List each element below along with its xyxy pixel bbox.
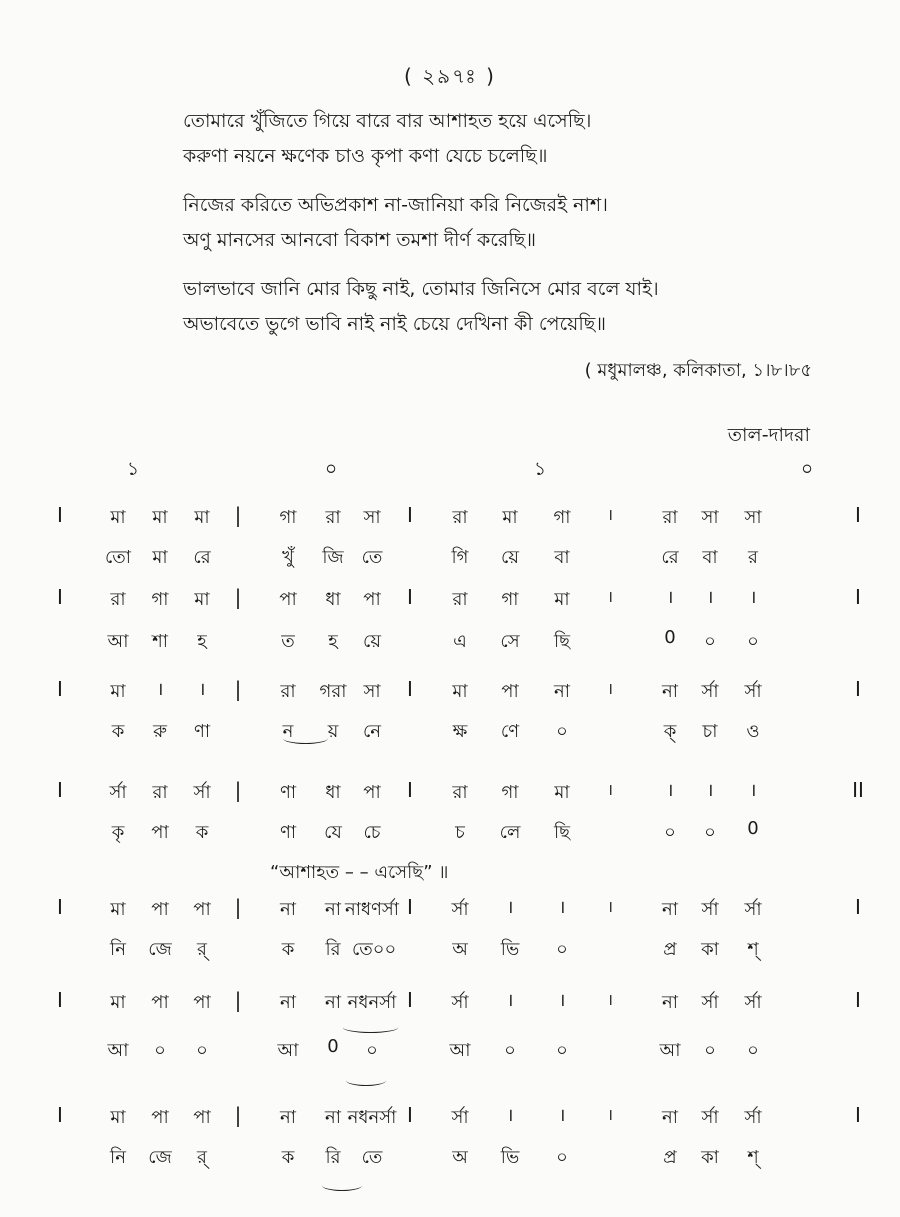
beat-divider: I bbox=[407, 585, 413, 609]
swara-note: র্সা bbox=[744, 899, 762, 920]
poem-line: অণু মানসের আনবো বিকাশ তমশা দীর্ণ করেছি॥ bbox=[183, 229, 537, 251]
swara-note: র্সা bbox=[744, 681, 762, 702]
swara-note: না bbox=[280, 992, 296, 1013]
lyric-syllable: ০ bbox=[704, 631, 716, 652]
lyric-syllable: ক bbox=[281, 939, 295, 960]
lyric-syllable: ০ bbox=[154, 1040, 166, 1061]
swara-note: রা bbox=[452, 589, 468, 610]
lyric-syllable: তো bbox=[104, 547, 132, 568]
tala-label: তাল-দাদরা bbox=[727, 424, 810, 446]
slur-mark bbox=[283, 733, 328, 744]
swara-note: না bbox=[662, 992, 678, 1013]
swara-note: । bbox=[558, 897, 566, 918]
swara-note: সা bbox=[701, 507, 719, 528]
lyric-syllable: শ্ bbox=[747, 939, 759, 960]
swara-note: গা bbox=[553, 507, 571, 528]
lyric-syllable: অ bbox=[452, 939, 468, 960]
swara-note: না bbox=[325, 1107, 341, 1128]
lyric-syllable: ০ bbox=[366, 1040, 378, 1061]
poem-line: অভাবেতে ভুগে ভাবি নাই নাই চেয়ে দেখিনা কী পেয়েছি॥ bbox=[183, 313, 607, 335]
swara-note: র্সা bbox=[451, 992, 469, 1013]
lyric-syllable: চা bbox=[702, 721, 718, 742]
beat-divider: I bbox=[407, 778, 413, 802]
swara-note: র্সা bbox=[193, 782, 211, 803]
swara-note: না bbox=[325, 992, 341, 1013]
lyric-syllable: ০ bbox=[704, 822, 716, 843]
lyric-syllable: ০ bbox=[556, 721, 568, 742]
swara-note: র্সা bbox=[701, 681, 719, 702]
lyric-syllable: ণে bbox=[500, 721, 520, 742]
lyric-syllable: তে bbox=[361, 547, 383, 568]
beat-divider: | bbox=[234, 1103, 242, 1127]
lyric-syllable: নি bbox=[110, 1147, 126, 1168]
lyric-syllable: জে bbox=[148, 939, 172, 960]
swara-note: মা bbox=[110, 507, 126, 528]
swara-note: মা bbox=[152, 507, 168, 528]
swara-note: গা bbox=[501, 782, 519, 803]
lyric-syllable: ভি bbox=[500, 939, 520, 960]
beat-divider: I bbox=[407, 503, 413, 527]
refrain-line: “আশাহত – – এসেছি” ॥ bbox=[270, 862, 449, 883]
swara-note: । bbox=[749, 587, 757, 608]
swara-note: ধা bbox=[325, 589, 341, 610]
end-barline: I bbox=[855, 585, 861, 609]
swara-note: না bbox=[554, 681, 570, 702]
slur-mark bbox=[322, 1180, 362, 1191]
lyric-syllable: অ bbox=[452, 1147, 468, 1168]
beat-divider: | bbox=[234, 778, 242, 802]
swara-note: রা bbox=[280, 681, 296, 702]
lyric-syllable: ০ bbox=[556, 939, 568, 960]
lyric-syllable: র্ bbox=[197, 1147, 207, 1168]
swara-note: পা bbox=[151, 1107, 169, 1128]
swara-note: মা bbox=[110, 899, 126, 920]
swara-note: পা bbox=[151, 992, 169, 1013]
swara-note: না bbox=[662, 899, 678, 920]
swara-note: গা bbox=[151, 589, 169, 610]
swara-note: না bbox=[662, 681, 678, 702]
lyric-syllable: নি bbox=[110, 939, 126, 960]
swara-note: র্সা bbox=[451, 1107, 469, 1128]
swara-note: র্সা bbox=[701, 1107, 719, 1128]
swara-note: মা bbox=[194, 589, 210, 610]
swara-note: সা bbox=[744, 507, 762, 528]
swara-note: । bbox=[506, 990, 514, 1011]
lyric-syllable: জি bbox=[322, 547, 344, 568]
lyric-syllable: ০ bbox=[704, 1040, 716, 1061]
swara-note: । bbox=[156, 679, 164, 700]
lyric-syllable: কা bbox=[701, 1147, 719, 1168]
swara-note: মা bbox=[110, 681, 126, 702]
swara-note: পা bbox=[151, 899, 169, 920]
lyric-syllable: নে bbox=[362, 721, 382, 742]
lyric-syllable: র bbox=[748, 547, 758, 568]
lyric-syllable: ভি bbox=[500, 1147, 520, 1168]
lyric-syllable: তে bbox=[361, 1147, 383, 1168]
swara-note: মা bbox=[110, 1107, 126, 1128]
lyric-syllable: প্র bbox=[663, 939, 677, 960]
swara-note: মা bbox=[110, 992, 126, 1013]
lyric-syllable: ০ bbox=[196, 1040, 208, 1061]
lyric-syllable: কৃ bbox=[111, 822, 125, 843]
lyric-syllable: ত bbox=[281, 631, 295, 652]
beat-divider: । bbox=[606, 780, 614, 799]
swara-note: রা bbox=[452, 507, 468, 528]
lyric-syllable: র্ bbox=[197, 939, 207, 960]
swara-note: । bbox=[749, 780, 757, 801]
lyric-syllable: য়ে bbox=[501, 547, 519, 568]
lyric-syllable: জে bbox=[148, 1147, 172, 1168]
swara-note: গা bbox=[279, 507, 297, 528]
swara-note: পা bbox=[193, 899, 211, 920]
lyric-syllable: আ bbox=[659, 1040, 681, 1061]
lyric-syllable: বা bbox=[702, 547, 718, 568]
lyric-syllable: লে bbox=[499, 822, 521, 843]
lyric-syllable: বা bbox=[554, 547, 570, 568]
beat-marker-3: ১ bbox=[533, 458, 547, 480]
lyric-syllable: কা bbox=[701, 939, 719, 960]
start-barline: I bbox=[57, 503, 63, 527]
swara-note: মা bbox=[452, 681, 468, 702]
start-barline: I bbox=[57, 895, 63, 919]
start-barline: I bbox=[57, 585, 63, 609]
beat-divider: । bbox=[606, 1105, 614, 1124]
beat-divider: । bbox=[606, 587, 614, 606]
swara-note: র্সা bbox=[451, 899, 469, 920]
beat-divider: । bbox=[606, 505, 614, 524]
end-barline: I bbox=[855, 1103, 861, 1127]
swara-note: রা bbox=[662, 507, 678, 528]
source-citation: ( মধুমালঞ্চ, কলিকাতা, ১।৮।৮৫ bbox=[584, 360, 812, 381]
lyric-syllable: পা bbox=[151, 822, 169, 843]
swara-note: পা bbox=[363, 589, 381, 610]
beat-divider: I bbox=[407, 988, 413, 1012]
lyric-syllable: রু bbox=[153, 721, 167, 742]
swara-note: না bbox=[280, 899, 296, 920]
swara-note: ধা bbox=[325, 782, 341, 803]
lyric-syllable: ক bbox=[111, 721, 125, 742]
poem-stanza bbox=[183, 104, 823, 174]
swara-note: রা bbox=[325, 507, 341, 528]
swara-note: মা bbox=[554, 589, 570, 610]
swara-note: পা bbox=[363, 782, 381, 803]
swara-note: । bbox=[506, 1105, 514, 1126]
lyric-syllable: রে bbox=[661, 547, 679, 568]
slur-mark bbox=[343, 1022, 398, 1033]
lyric-syllable: য় bbox=[327, 721, 339, 742]
lyric-syllable: শা bbox=[152, 631, 168, 652]
lyric-syllable: আ bbox=[277, 1040, 299, 1061]
poem bbox=[183, 104, 823, 356]
poem-line: তোমারে খুঁজিতে গিয়ে বারে বার আশাহত হয়ে এসেছি। bbox=[183, 110, 592, 132]
swara-note: মা bbox=[194, 507, 210, 528]
beat-divider: | bbox=[234, 585, 242, 609]
lyric-syllable: ক্ষ bbox=[452, 721, 468, 742]
end-barline: II bbox=[852, 778, 864, 802]
lyric-syllable: মা bbox=[152, 547, 168, 568]
lyric-syllable: ছি bbox=[553, 822, 571, 843]
end-barline: I bbox=[855, 895, 861, 919]
swara-note: । bbox=[666, 587, 674, 608]
lyric-syllable: রি bbox=[325, 939, 341, 960]
lyric-syllable: সে bbox=[500, 631, 520, 652]
lyric-syllable: খুঁ bbox=[282, 547, 294, 568]
lyric-syllable: গি bbox=[451, 547, 469, 568]
swara-note: না bbox=[325, 899, 341, 920]
lyric-syllable: ক bbox=[281, 1147, 295, 1168]
lyric-syllable: ০ bbox=[504, 1040, 516, 1061]
lyric-syllable: ন bbox=[282, 721, 294, 742]
poem-stanza bbox=[183, 272, 823, 342]
swara-note: না bbox=[662, 1107, 678, 1128]
lyric-syllable: প্র bbox=[663, 1147, 677, 1168]
swara-note: পা bbox=[193, 992, 211, 1013]
swara-note: গরা bbox=[319, 681, 347, 702]
lyric-syllable: এ bbox=[453, 631, 467, 652]
swara-note: র্সা bbox=[701, 899, 719, 920]
lyric-syllable: রে bbox=[193, 547, 211, 568]
swara-note: । bbox=[706, 780, 714, 801]
swara-note: । bbox=[666, 780, 674, 801]
page-number: ( ২৯৭ঃ ) bbox=[404, 64, 496, 88]
swara-note: । bbox=[558, 1105, 566, 1126]
poem-stanza bbox=[183, 188, 823, 258]
beat-divider: । bbox=[606, 990, 614, 1009]
swara-note: র্সা bbox=[744, 1107, 762, 1128]
lyric-syllable: ছি bbox=[553, 631, 571, 652]
lyric-syllable: যে bbox=[324, 822, 342, 843]
swara-note: না bbox=[280, 1107, 296, 1128]
beat-divider: | bbox=[234, 503, 242, 527]
swara-note: । bbox=[198, 679, 206, 700]
lyric-syllable: য়ে bbox=[363, 631, 381, 652]
lyric-syllable: 0 bbox=[664, 627, 676, 648]
end-barline: I bbox=[855, 988, 861, 1012]
swara-note: সা bbox=[363, 681, 381, 702]
beat-divider: I bbox=[407, 677, 413, 701]
swara-note: গা bbox=[501, 589, 519, 610]
beat-divider: | bbox=[234, 677, 242, 701]
beat-marker-1: ১ bbox=[126, 458, 140, 480]
lyric-syllable: ণা bbox=[279, 822, 297, 843]
swara-note: র্সা bbox=[744, 992, 762, 1013]
start-barline: I bbox=[57, 677, 63, 701]
lyric-syllable: ক bbox=[195, 822, 209, 843]
swara-note: র্সা bbox=[701, 992, 719, 1013]
lyric-syllable: হ bbox=[197, 631, 207, 652]
lyric-syllable: আ bbox=[107, 1040, 129, 1061]
lyric-syllable: ০ bbox=[747, 631, 759, 652]
lyric-syllable: ০ bbox=[556, 1147, 568, 1168]
lyric-syllable: ০ bbox=[556, 1040, 568, 1061]
start-barline: I bbox=[57, 1103, 63, 1127]
beat-divider: | bbox=[234, 895, 242, 919]
swara-note: রা bbox=[110, 589, 126, 610]
end-barline: I bbox=[855, 503, 861, 527]
lyric-syllable: ০ bbox=[747, 1040, 759, 1061]
swara-note: পা bbox=[193, 1107, 211, 1128]
lyric-syllable: আ bbox=[449, 1040, 471, 1061]
start-barline: I bbox=[57, 778, 63, 802]
lyric-syllable: ণা bbox=[193, 721, 211, 742]
lyric-syllable: চে bbox=[363, 822, 381, 843]
beat-marker-2: ০ bbox=[324, 458, 338, 480]
swara-note: নাধণর্সা bbox=[344, 899, 400, 920]
lyric-syllable: ও bbox=[746, 721, 760, 742]
poem-line: ভালভাবে জানি মোর কিছু নাই, তোমার জিনিসে মোর বলে যাই। bbox=[183, 278, 659, 300]
lyric-syllable: রি bbox=[325, 1147, 341, 1168]
lyric-syllable: ক্ bbox=[663, 721, 677, 742]
start-barline: I bbox=[57, 988, 63, 1012]
swara-note: মা bbox=[502, 507, 518, 528]
lyric-syllable: 0 bbox=[747, 818, 759, 839]
poem-line: নিজের করিতে অভিপ্রকাশ না-জানিয়া করি নিজেরই নাশ। bbox=[183, 194, 608, 216]
swara-note: রা bbox=[452, 782, 468, 803]
swara-note: । bbox=[506, 897, 514, 918]
swara-note: । bbox=[706, 587, 714, 608]
lyric-syllable: তে০০ bbox=[352, 939, 397, 960]
poem-line: করুণা নয়নে ক্ষণেক চাও কৃপা কণা যেচে চলেছি॥ bbox=[183, 145, 548, 167]
slur-mark bbox=[346, 1075, 386, 1086]
end-barline: I bbox=[855, 677, 861, 701]
lyric-syllable: ০ bbox=[664, 822, 676, 843]
swara-note: । bbox=[558, 990, 566, 1011]
swara-note: রা bbox=[152, 782, 168, 803]
beat-divider: I bbox=[407, 895, 413, 919]
swara-note: সা bbox=[363, 507, 381, 528]
swara-note: পা bbox=[279, 589, 297, 610]
swara-note: পা bbox=[501, 681, 519, 702]
swara-note: নধনর্সা bbox=[347, 1107, 397, 1128]
swara-note: মা bbox=[554, 782, 570, 803]
lyric-syllable: হ bbox=[328, 631, 338, 652]
lyric-syllable: চ bbox=[455, 822, 465, 843]
swara-note: নধনর্সা bbox=[347, 992, 397, 1013]
swara-note: ণা bbox=[279, 782, 297, 803]
beat-divider: । bbox=[606, 897, 614, 916]
beat-marker-4: ০ bbox=[800, 458, 814, 480]
lyric-syllable: 0 bbox=[327, 1036, 339, 1057]
beat-divider: | bbox=[234, 988, 242, 1012]
beat-divider: I bbox=[407, 1103, 413, 1127]
beat-divider: । bbox=[606, 679, 614, 698]
lyric-syllable: আ bbox=[107, 631, 129, 652]
swara-note: র্সা bbox=[109, 782, 127, 803]
lyric-syllable: শ্ bbox=[747, 1147, 759, 1168]
